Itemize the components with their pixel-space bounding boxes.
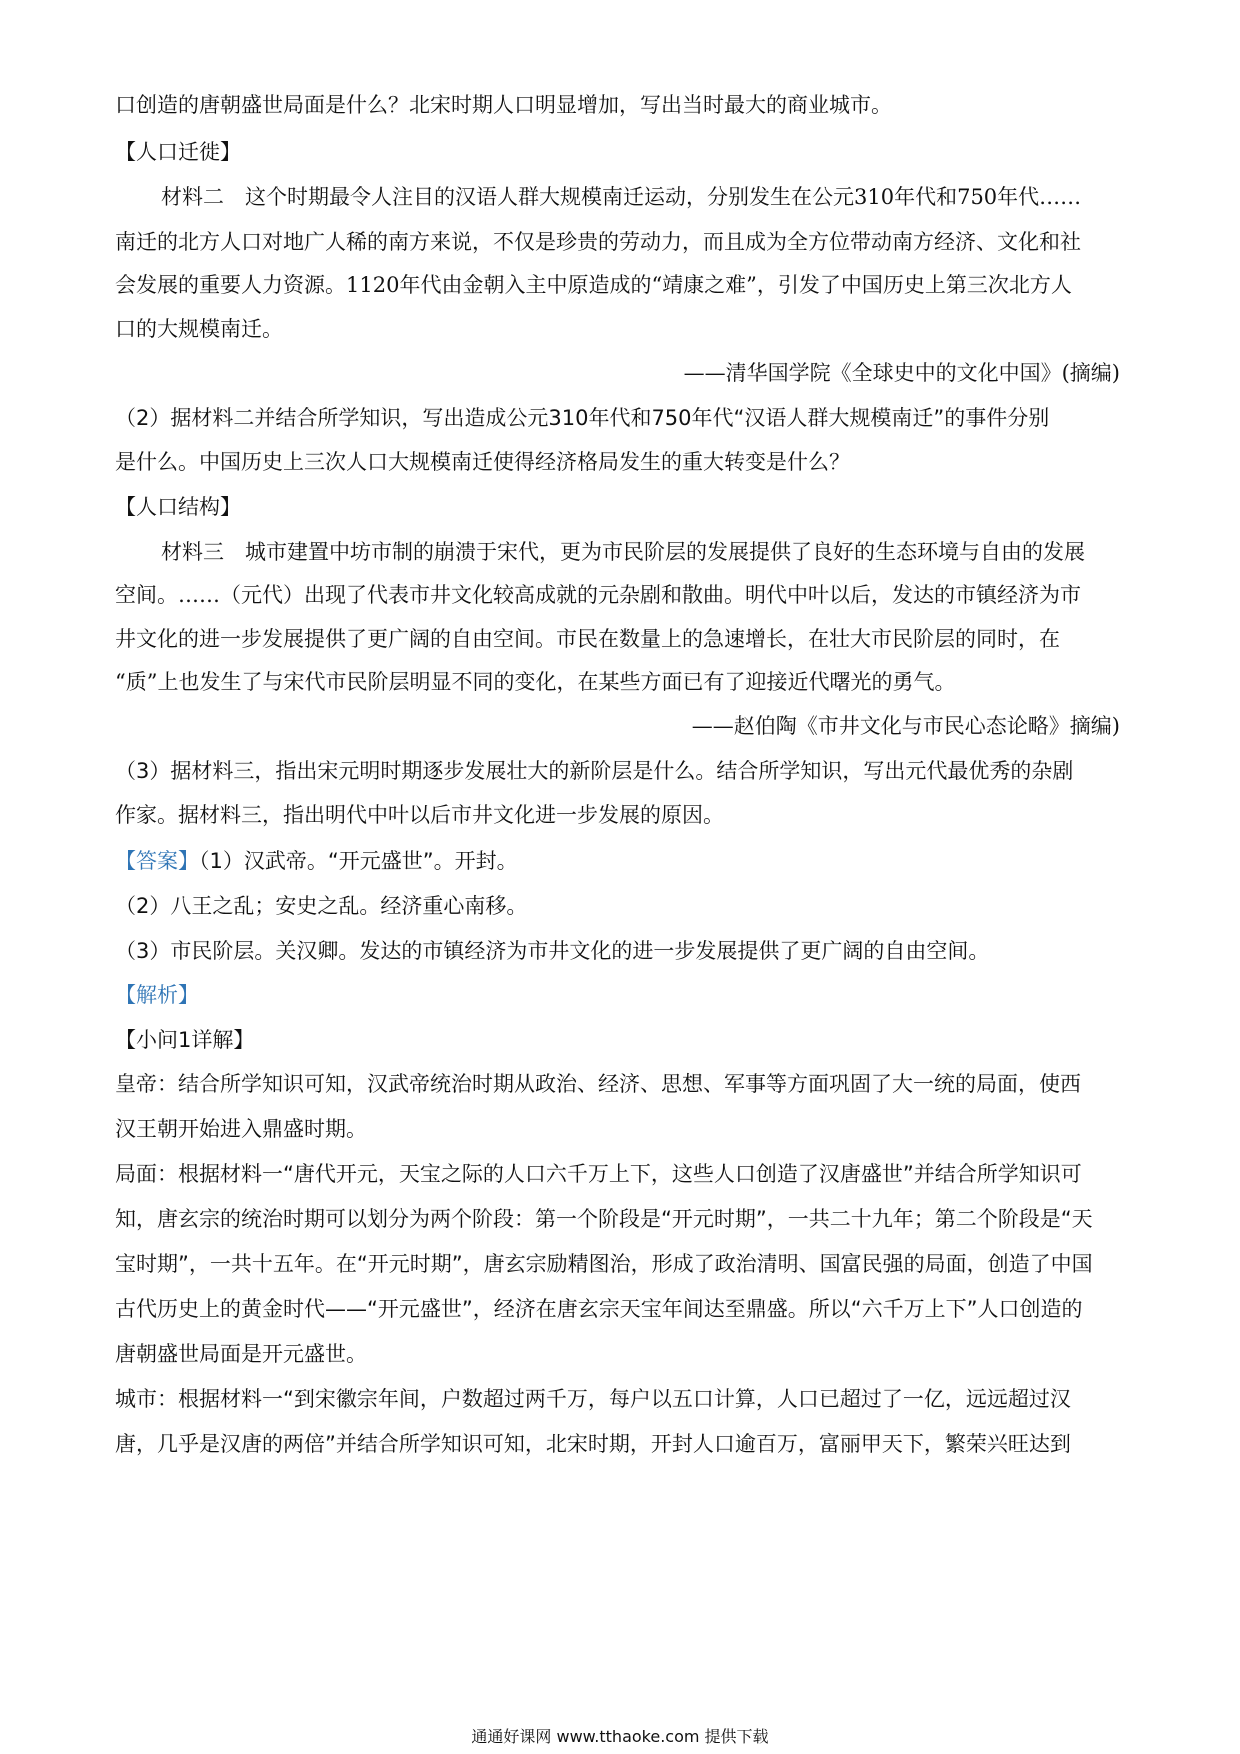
explanation-line: 城市：根据材料一“到宋徽宗年间，户数超过两千万，每户以五口计算，人口已超过了一亿，远远超过汉 (115, 1387, 1071, 1411)
question-2-line: 是什么。中国历史上三次人口大规模南迁使得经济格局发生的重大转变是什么？ (115, 450, 850, 474)
explanation-line: 唐朝盛世局面是开元盛世。 (115, 1342, 367, 1366)
sub-question-heading: 【小问1详解】 (115, 1028, 255, 1052)
material-3-line: “质”上也发生了与宋代市民阶层明显不同的变化，在某些方面已有了迎接近代曙光的勇气。 (115, 670, 956, 694)
material-3-line: 材料三 城市建置中坊市制的崩溃于宋代，更为市民阶层的发展提供了良好的生态环境与自由的发展 (161, 540, 1085, 564)
explanation-line: 唐，几乎是汉唐的两倍”并结合所学知识可知，北宋时期，开封人口逾百万，富丽甲天下，繁荣兴旺达到 (115, 1432, 1071, 1456)
page-footer: 通通好课网 www.tthaoke.com 提供下载 (471, 1727, 769, 1746)
answer-line: （2）八王之乱；安史之乱。经济重心南移。 (115, 894, 528, 918)
material-3-line: 井文化的进一步发展提供了更广阔的自由空间。市民在数量上的急速增长，在壮大市民阶层的同时，在 (115, 627, 1060, 651)
question-3-line: （3）据材料三，指出宋元明时期逐步发展壮大的新阶层是什么。结合所学知识，写出元代最优秀的杂剧 (115, 759, 1074, 783)
question-3-line: 作家。据材料三，指出明代中叶以后市井文化进一步发展的原因。 (115, 803, 724, 827)
explanation-line: 汉王朝开始进入鼎盛时期。 (115, 1117, 367, 1141)
answer-label: 【答案】 (115, 849, 199, 873)
material-3-line: 空间。……（元代）出现了代表市井文化较高成就的元杂剧和散曲。明代中叶以后，发达的市镇经济为市 (115, 583, 1081, 607)
material-2-line: 南迁的北方人口对地广人稀的南方来说，不仅是珍贵的劳动力，而且成为全方位带动南方经济、文化和社 (115, 230, 1081, 254)
material-2-line: 口的大规模南迁。 (115, 317, 283, 341)
explanation-line: 知，唐玄宗的统治时期可以划分为两个阶段：第一个阶段是“开元时期”，一共二十九年；第二个阶段是“天 (115, 1207, 1093, 1231)
explanation-line: 宝时期”，一共十五年。在“开元时期”，唐玄宗励精图治，形成了政治清明、国富民强的局面，创造了中国 (115, 1252, 1093, 1276)
material-3-source: ——赵伯陶《市井文化与市民心态论略》摘编) (691, 714, 1120, 738)
explanation-line: 古代历史上的黄金时代——“开元盛世”，经济在唐玄宗天宝年间达至鼎盛。所以“六千万上下”人口创造的 (115, 1297, 1083, 1321)
material-2-line: 材料二 这个时期最令人注目的汉语人群大规模南迁运动，分别发生在公元310年代和750年代…… (161, 185, 1082, 209)
material-2-source: ——清华国学院《全球史中的文化中国》(摘编) (683, 361, 1120, 385)
section-heading-structure: 【人口结构】 (115, 495, 241, 519)
question-2-line: （2）据材料二并结合所学知识，写出造成公元310年代和750年代“汉语人群大规模南迁”的事件分别 (115, 406, 1050, 430)
question-1-tail: 口创造的唐朝盛世局面是什么？北宋时期人口明显增加，写出当时最大的商业城市。 (115, 93, 892, 117)
section-heading-migration: 【人口迁徙】 (115, 140, 241, 164)
answer-line: （3）市民阶层。关汉卿。发达的市镇经济为市井文化的进一步发展提供了更广阔的自由空间。 (115, 939, 990, 963)
explanation-line: 皇帝：结合所学知识可知，汉武帝统治时期从政治、经济、思想、军事等方面巩固了大一统的局面，使西 (115, 1072, 1081, 1096)
analysis-label: 【解析】 (115, 983, 199, 1007)
explanation-line: 局面：根据材料一“唐代开元，天宝之际的人口六千万上下，这些人口创造了汉唐盛世”并结合所学知识可 (115, 1162, 1082, 1186)
material-2-line: 会发展的重要人力资源。1120年代由金朝入主中原造成的“靖康之难”，引发了中国历史上第三次北方人 (115, 273, 1072, 297)
answer-text: （1）汉武帝。“开元盛世”。开封。 (199, 849, 518, 873)
answer-line (115, 846, 1130, 876)
